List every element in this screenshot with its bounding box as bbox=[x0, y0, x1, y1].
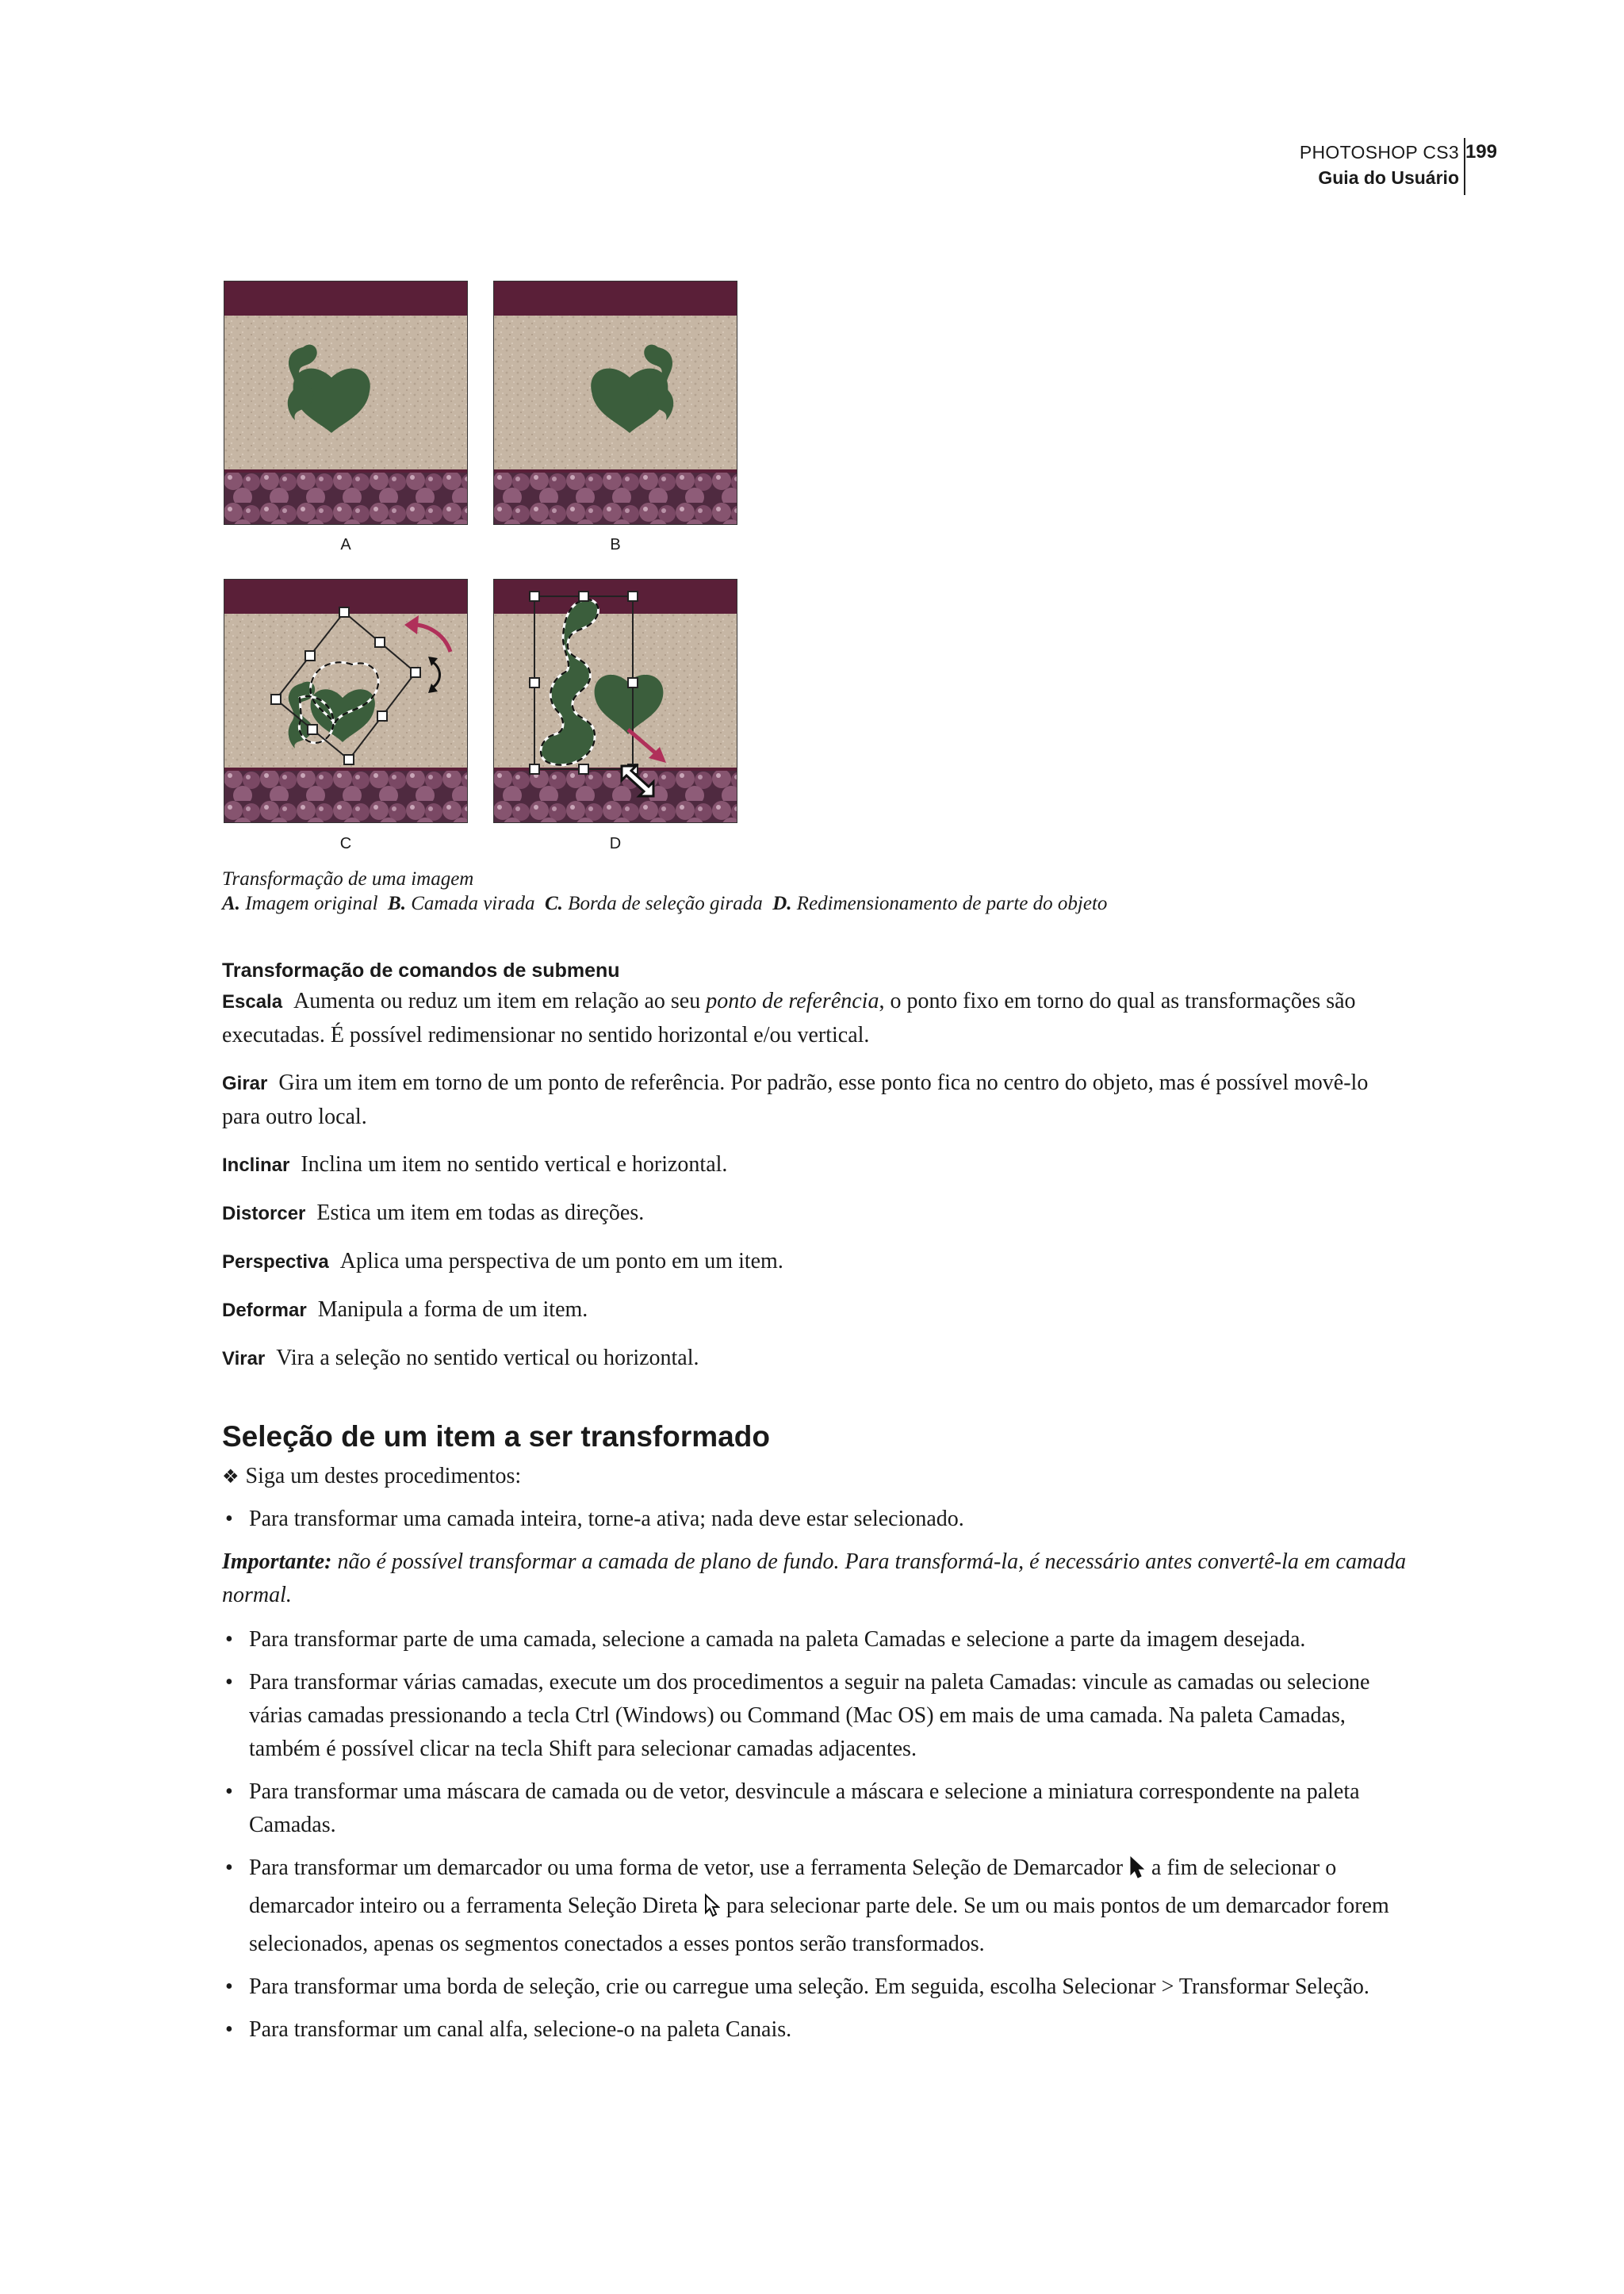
definition-inclinar bbox=[222, 1148, 1411, 1182]
caption-items bbox=[222, 891, 1411, 916]
procedure-step bbox=[222, 1460, 1411, 1493]
definition-emphasis: ponto de referência bbox=[706, 989, 879, 1013]
list-item bbox=[222, 2013, 1411, 2047]
important-note bbox=[222, 1545, 1411, 1612]
definition-text: Inclina um item no sentido vertical e horizontal. bbox=[301, 1152, 728, 1177]
definition-text: Estica um item em todas as direções. bbox=[316, 1201, 645, 1225]
definition-text: Aumenta ou reduz um item em relação ao seu bbox=[293, 989, 707, 1013]
submenu-heading: Transformação de comandos de submenu bbox=[222, 959, 620, 982]
caption-letter-c: C. bbox=[544, 893, 563, 914]
step-marker-icon: ❖ bbox=[222, 1465, 239, 1488]
figure-panel-c bbox=[224, 579, 468, 823]
bullet-icon: • bbox=[225, 1974, 233, 1999]
definition-term: Girar bbox=[222, 1073, 268, 1094]
definition-deformar bbox=[222, 1293, 1411, 1327]
list-item bbox=[222, 1775, 1411, 1842]
guide-name: Guia do Usuário bbox=[1318, 167, 1459, 188]
bullet-icon: • bbox=[225, 1855, 233, 1880]
figure-panel-b bbox=[493, 281, 737, 525]
bullet-icon: • bbox=[225, 1507, 233, 1531]
list-item-text-end: para selecionar parte dele. Se um ou mais pontos de um demarcador forem selecionados, apenas os segmentos conectados a esses pontos serão transformados. bbox=[249, 1894, 1389, 1956]
definition-perspectiva bbox=[222, 1245, 1411, 1279]
definition-text: Manipula a forma de um item. bbox=[317, 1297, 588, 1322]
page-number: 199 bbox=[1465, 141, 1497, 163]
figure-label-c: C bbox=[339, 835, 352, 852]
step-text: Siga um destes procedimentos: bbox=[245, 1464, 522, 1488]
bullet-icon: • bbox=[225, 1779, 233, 1804]
list-item-text: Para transformar parte de uma camada, selecione a camada na paleta Camadas e selecione a parte da imagem desejada. bbox=[249, 1627, 1306, 1652]
list-item-text: Para transformar uma camada inteira, torne-a ativa; nada deve estar selecionado. bbox=[249, 1507, 964, 1531]
figure-label-a: A bbox=[340, 536, 351, 553]
definition-term: Distorcer bbox=[222, 1203, 306, 1224]
list-item-text-cont: a fim de selecionar o demarcador inteiro ou a ferramenta Seleção Direta bbox=[249, 1855, 1337, 1918]
list-item-text: Para transformar um canal alfa, selecione-o na paleta Canais. bbox=[249, 2017, 792, 2042]
definition-term: Inclinar bbox=[222, 1155, 290, 1176]
list-item bbox=[222, 1623, 1411, 1656]
caption-letter-a: A. bbox=[222, 893, 240, 914]
product-name: PHOTOSHOP CS3 bbox=[1299, 142, 1459, 163]
caption-text-d: Redimensionamento de parte do objeto bbox=[796, 893, 1108, 914]
caption-text-c: Borda de seleção girada bbox=[568, 893, 763, 914]
bullet-icon: • bbox=[225, 1670, 233, 1695]
list-item bbox=[222, 1503, 1411, 1536]
definition-text: Gira um item em torno de um ponto de referência. Por padrão, esse ponto fica no centro do objeto, mas é possível movê-lo para outro local. bbox=[222, 1070, 1369, 1129]
caption-letter-b: B. bbox=[388, 893, 406, 914]
definition-girar bbox=[222, 1067, 1411, 1134]
path-selection-tool-icon bbox=[1129, 1855, 1145, 1890]
direct-selection-tool-icon bbox=[704, 1894, 720, 1928]
bullet-icon: • bbox=[225, 2017, 233, 2042]
bullet-icon: • bbox=[225, 1627, 233, 1652]
main-content bbox=[222, 956, 1411, 2056]
figure-label-b: B bbox=[610, 536, 621, 553]
caption-title: Transformação de uma imagem bbox=[222, 868, 474, 890]
note-text: não é possível transformar a camada de plano de fundo. Para transformá-la, é necessário antes convertê-la em camada normal. bbox=[222, 1549, 1407, 1607]
definition-escala bbox=[222, 985, 1411, 1052]
page-header bbox=[1180, 138, 1497, 195]
definition-term: Virar bbox=[222, 1348, 266, 1369]
definition-term: Deformar bbox=[222, 1300, 307, 1321]
definition-text: Vira a seleção no sentido vertical ou horizontal. bbox=[276, 1346, 699, 1370]
section-heading: Seleção de um item a ser transformado bbox=[222, 1420, 770, 1453]
caption-text-b: Camada virada bbox=[411, 893, 535, 914]
figure-panel-d bbox=[493, 579, 737, 823]
caption-text-a: Imagem original bbox=[245, 893, 378, 914]
list-item-text: Para transformar várias camadas, execute um dos procedimentos a seguir na paleta Camadas: vincule as camadas ou selecione várias camadas pressionando a tecla Ctrl (Windows) ou Command (Mac OS) em mais de uma camada. Na paleta Camadas, também é possível clicar na tecla Shift para selecionar camadas adjacentes. bbox=[249, 1670, 1370, 1761]
figure-label-d: D bbox=[609, 835, 622, 852]
definition-distorcer bbox=[222, 1197, 1411, 1231]
definition-term: Escala bbox=[222, 991, 283, 1013]
list-item-text: Para transformar uma borda de seleção, crie ou carregue uma seleção. Em seguida, escolha Selecionar > Transformar Seleção. bbox=[249, 1974, 1369, 1999]
definition-term: Perspectiva bbox=[222, 1251, 329, 1273]
list-item bbox=[222, 1970, 1411, 2004]
definition-text: Aplica uma perspectiva de um ponto em um item. bbox=[339, 1249, 783, 1273]
header-titles bbox=[1300, 140, 1459, 190]
list-item bbox=[222, 1852, 1411, 1961]
figure-caption bbox=[222, 867, 1411, 916]
definition-virar bbox=[222, 1342, 1411, 1376]
list-item-text: Para transformar um demarcador ou uma forma de vetor, use a ferramenta Seleção de Demarcador bbox=[249, 1855, 1124, 1880]
definition-text-cont: , o ponto fixo em torno do qual as transformações são executadas. É possível redimensionar no sentido horizontal e/ou vertical. bbox=[222, 989, 1356, 1047]
caption-letter-d: D. bbox=[772, 893, 792, 914]
note-label: Importante: bbox=[222, 1549, 332, 1574]
figure-panel-a bbox=[224, 281, 468, 525]
list-item-text: Para transformar uma máscara de camada ou de vetor, desvincule a máscara e selecione a miniatura correspondente na paleta Camadas. bbox=[249, 1779, 1360, 1837]
list-item bbox=[222, 1666, 1411, 1766]
